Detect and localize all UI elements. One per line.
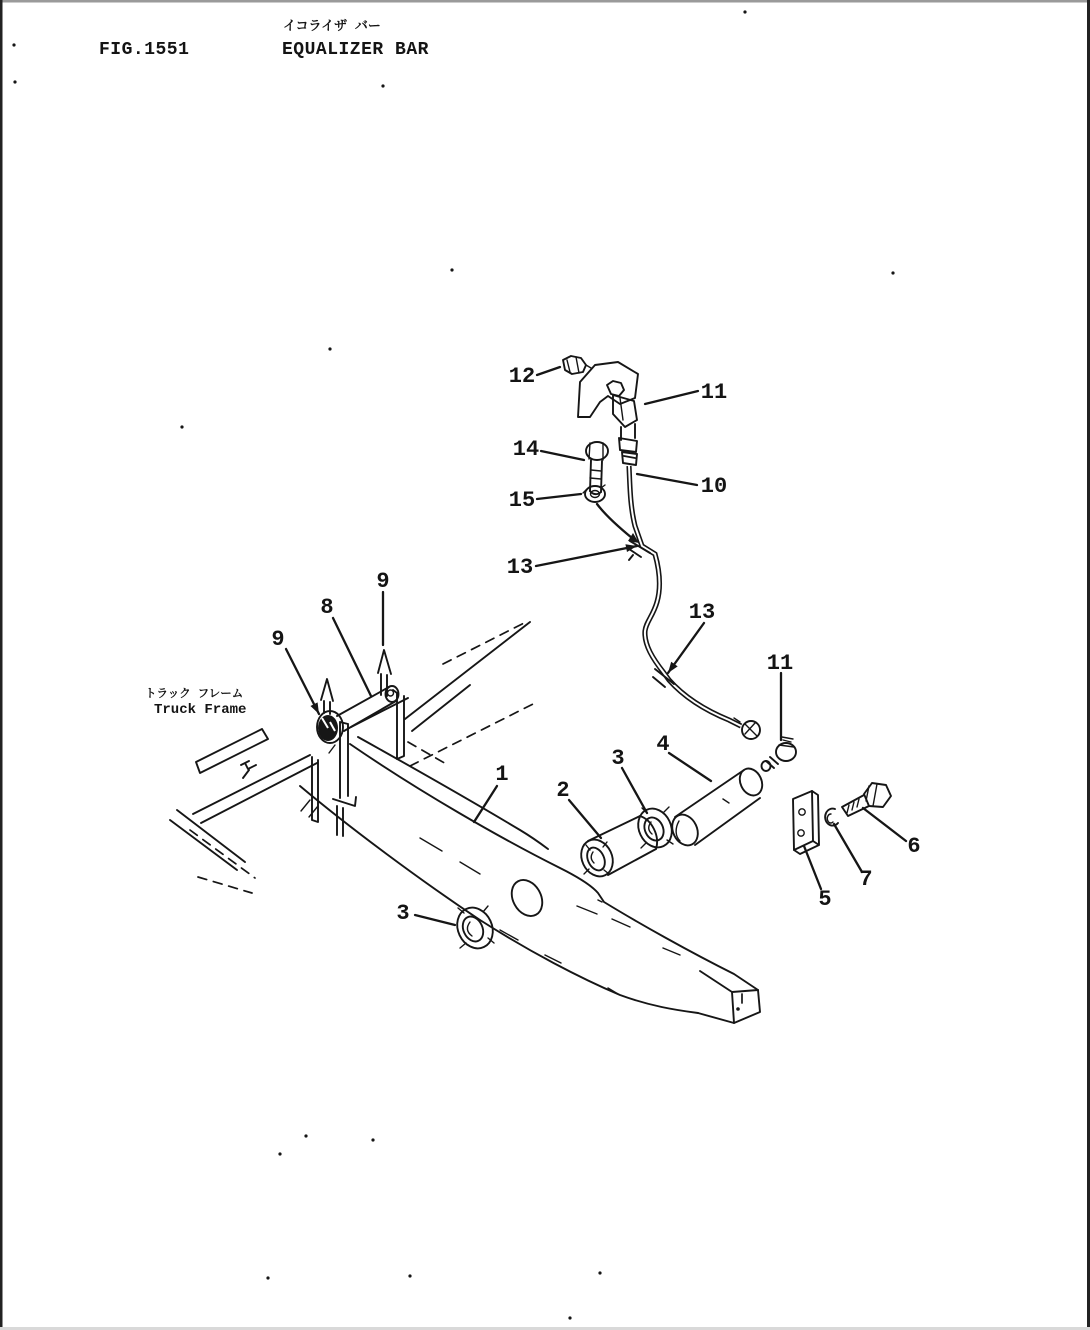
grease-tube-10 <box>629 466 741 726</box>
figure-title-japanese: イコライザ バー <box>283 19 381 34</box>
scan-speck <box>266 1276 269 1279</box>
truck-frame-label-japanese: トラック フレーム <box>145 688 244 701</box>
part-label-5: 5 <box>818 887 832 912</box>
part-label-15: 15 <box>508 488 536 513</box>
scan-speck <box>743 10 746 13</box>
part-label-14: 14 <box>512 437 540 462</box>
scan-speck <box>408 1274 411 1277</box>
header <box>99 19 429 60</box>
leader-line-3 <box>622 768 647 813</box>
bolt-12 <box>563 356 591 374</box>
scan-speck <box>381 84 384 87</box>
leader-line-10 <box>637 474 697 485</box>
leader-line-14 <box>541 451 584 460</box>
scan-speck <box>371 1138 374 1141</box>
tube-end-fitting <box>734 718 760 739</box>
scan-speck <box>598 1271 601 1274</box>
scan-speck <box>12 43 15 46</box>
pin-4 <box>667 765 766 850</box>
part-label-13: 13 <box>506 555 534 580</box>
leader-line-5 <box>804 846 821 889</box>
part-label-12: 12 <box>508 364 536 389</box>
scan-speck <box>180 425 183 428</box>
figure-title-english: EQUALIZER BAR <box>282 40 429 60</box>
leader-line-4 <box>669 753 711 781</box>
scan-speck <box>450 268 453 271</box>
scan-speck <box>278 1152 281 1155</box>
part-label-11: 11 <box>766 651 794 676</box>
scan-speck <box>891 271 894 274</box>
leader-line-3 <box>415 915 455 925</box>
scan-specks-layer <box>12 10 894 1319</box>
leader-line-12 <box>537 367 560 375</box>
leader-line-8 <box>333 618 371 696</box>
grease-line-assembly <box>563 356 796 771</box>
scan-speck <box>13 80 16 83</box>
part-label-9: 9 <box>376 569 390 594</box>
leader-line-7 <box>834 824 862 872</box>
scan-speck <box>328 347 331 350</box>
part-label-3: 3 <box>396 901 410 926</box>
part-label-4: 4 <box>656 732 670 757</box>
part-label-1: 1 <box>495 762 509 787</box>
scan-speck <box>304 1134 307 1137</box>
figure-number: FIG.1551 <box>99 40 190 60</box>
plate-5 <box>793 791 819 854</box>
part-label-6: 6 <box>907 834 921 859</box>
seal-3-right <box>632 803 678 853</box>
scan-speck <box>568 1316 571 1319</box>
part-label-9: 9 <box>271 627 285 652</box>
part-label-13: 13 <box>688 600 716 625</box>
leader-arrowhead-9 <box>310 702 319 714</box>
leader-line-2 <box>569 800 601 838</box>
truck-frame <box>170 621 535 893</box>
truck-frame-label-english: Truck Frame <box>154 702 247 718</box>
seal-3-left <box>451 902 500 954</box>
part-label-7: 7 <box>859 867 873 892</box>
elbow-11-top <box>607 381 637 452</box>
leader-line-15 <box>537 494 581 499</box>
part-label-11: 11 <box>700 380 728 405</box>
elbow-11-lower <box>762 737 797 771</box>
equalizer-bar-1 <box>300 737 760 1023</box>
part-label-8: 8 <box>320 595 334 620</box>
leader-line-13 <box>536 546 637 566</box>
leader-line-11 <box>645 391 698 404</box>
truck-frame-note <box>145 687 246 718</box>
part-label-2: 2 <box>556 778 570 803</box>
leader-line-6 <box>863 808 906 841</box>
cotter-pin-9-left <box>321 679 333 714</box>
bar-oval-hole <box>506 875 549 922</box>
part-label-10: 10 <box>700 474 728 499</box>
washer-7 <box>825 809 838 826</box>
part-label-3: 3 <box>611 746 625 771</box>
